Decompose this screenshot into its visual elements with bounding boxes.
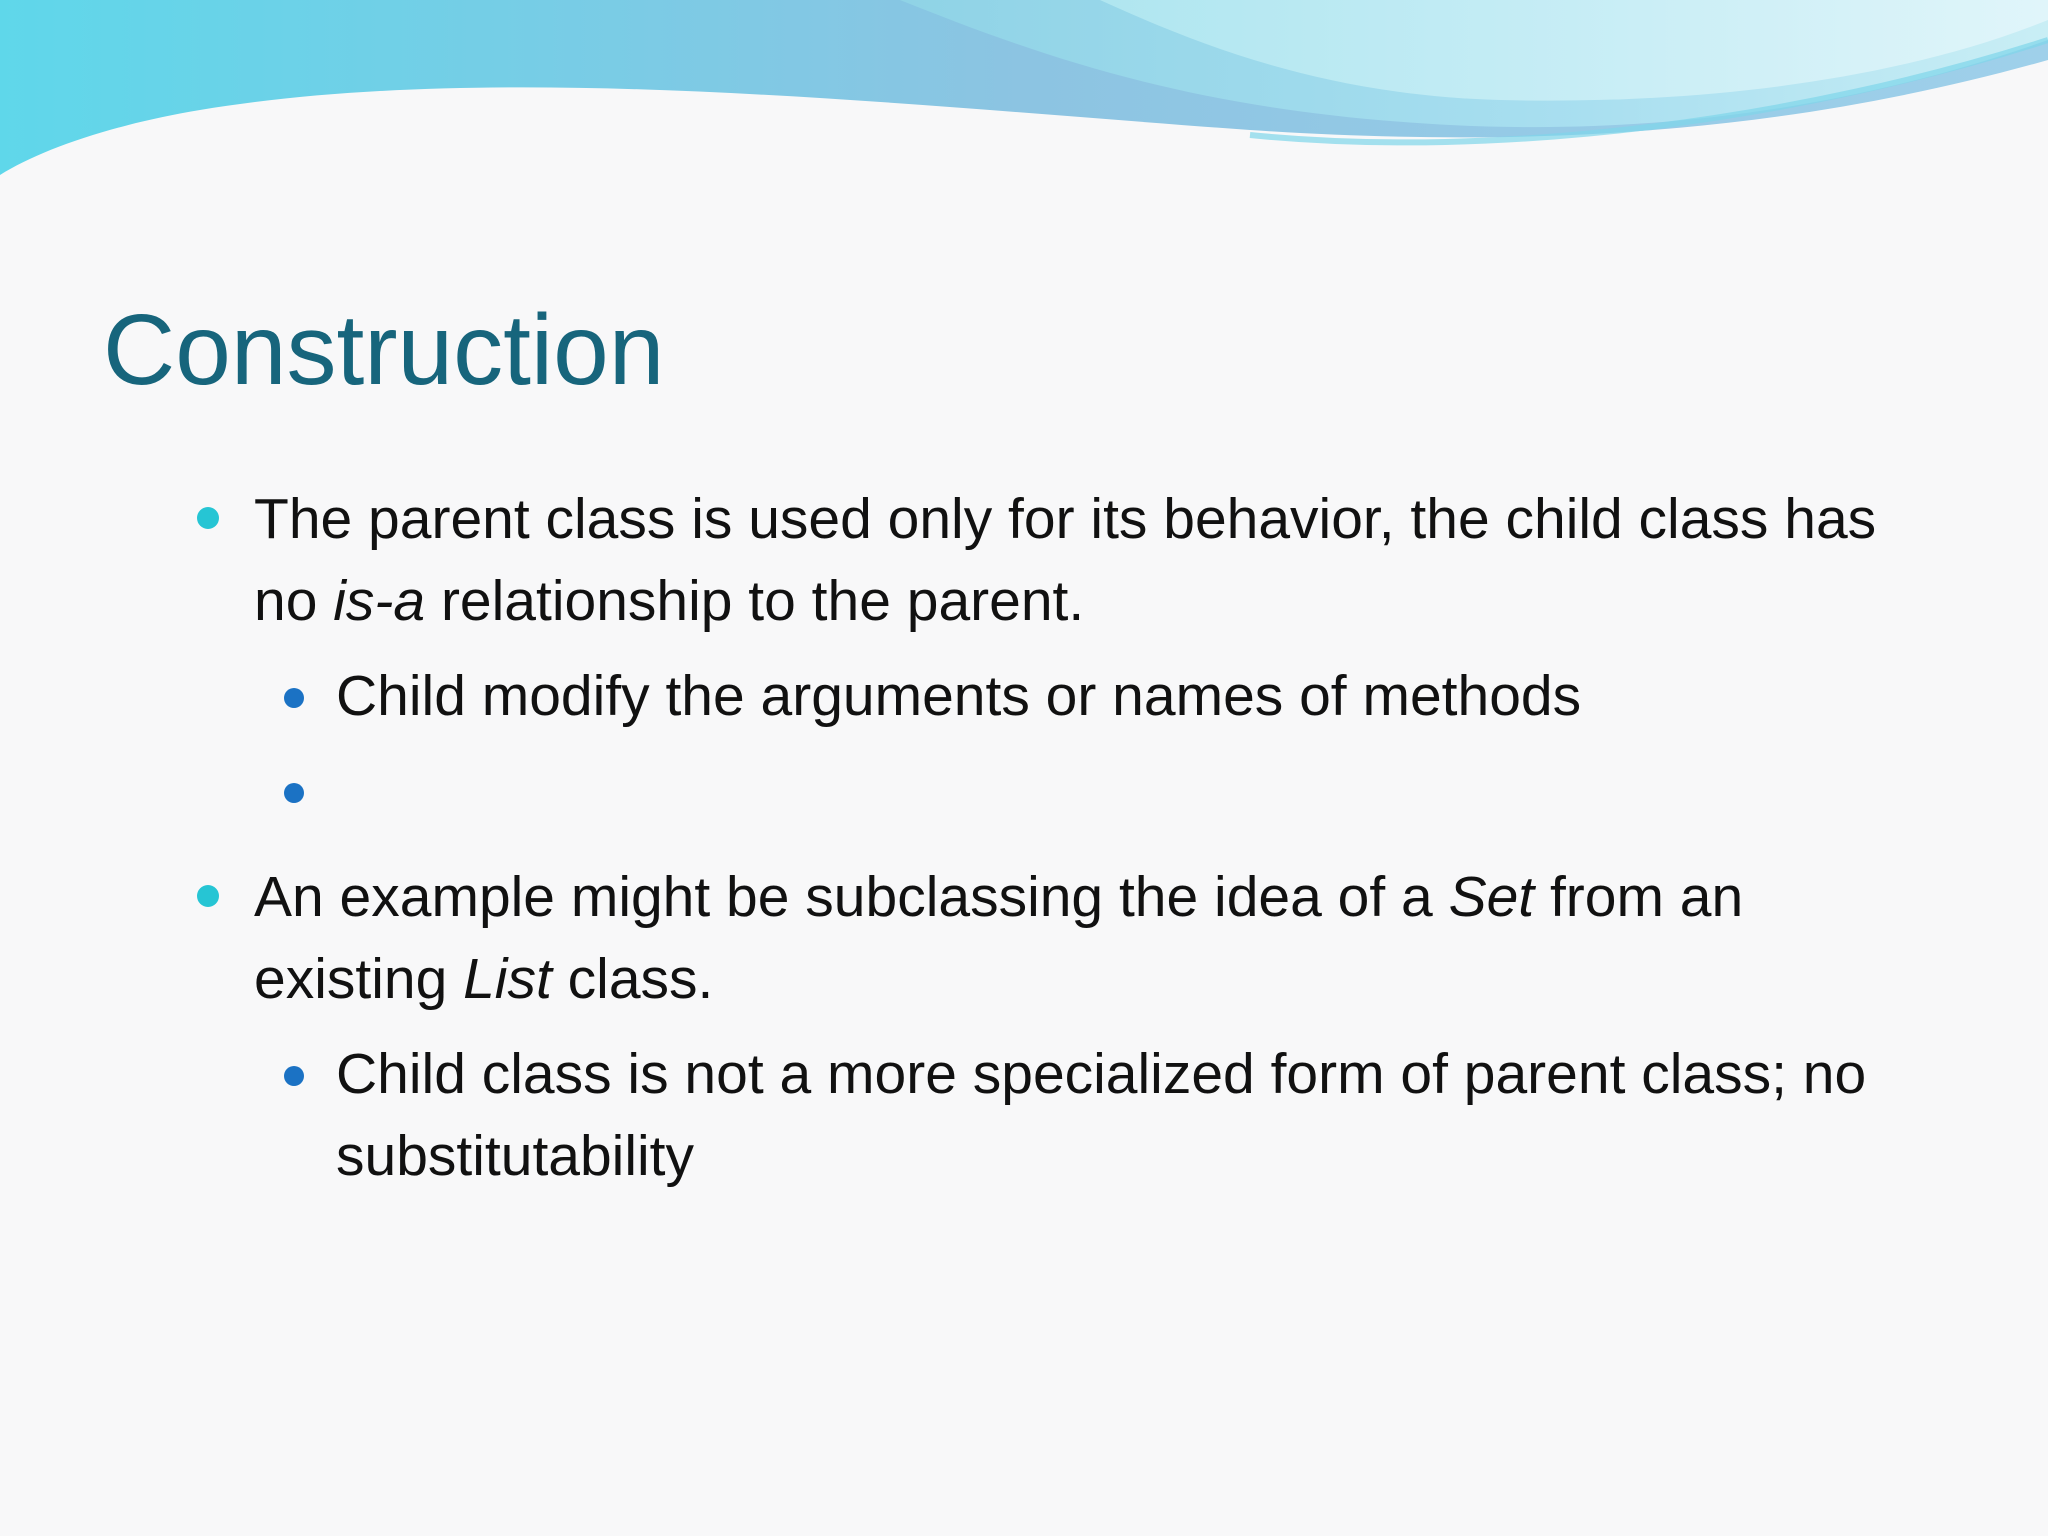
bullet-point-icon bbox=[197, 507, 219, 529]
bullet-item-level1 bbox=[254, 856, 1894, 1020]
bullet-text-part: relationship to the parent. bbox=[425, 569, 1085, 633]
bullet-text-part: from an existing bbox=[254, 865, 1744, 1011]
bullet-text-italic: Set bbox=[1448, 865, 1535, 929]
bullet-item-level1 bbox=[254, 478, 1894, 642]
bullet-text-part: Child class is not a more specialized form of parent class; no substitutability bbox=[336, 1042, 1867, 1188]
wave-banner-decoration bbox=[0, 0, 2048, 240]
bullet-text bbox=[336, 664, 1581, 728]
bullet-text-part: An example might be subclassing the idea of a bbox=[254, 865, 1449, 929]
bullet-text bbox=[254, 865, 1743, 1011]
bullet-text-italic: is-a bbox=[333, 569, 426, 633]
bullet-text-italic: List bbox=[463, 947, 552, 1011]
bullet-point-icon bbox=[284, 688, 304, 708]
bullet-point-icon bbox=[284, 1066, 304, 1086]
slide-title: Construction bbox=[103, 294, 665, 406]
bullet-text bbox=[254, 487, 1876, 633]
bullet-text bbox=[336, 1042, 1866, 1188]
bullet-point-icon bbox=[284, 783, 304, 803]
bullet-point-icon bbox=[197, 885, 219, 907]
bullet-item-level2 bbox=[336, 655, 1916, 737]
bullet-text-part: Child modify the arguments or names of methods bbox=[336, 664, 1582, 728]
bullet-text-part: class. bbox=[551, 947, 714, 1011]
bullet-text-part: The parent class is used only for its behavior, the child class has no bbox=[254, 487, 1877, 633]
bullet-item-level2 bbox=[336, 1033, 1916, 1197]
